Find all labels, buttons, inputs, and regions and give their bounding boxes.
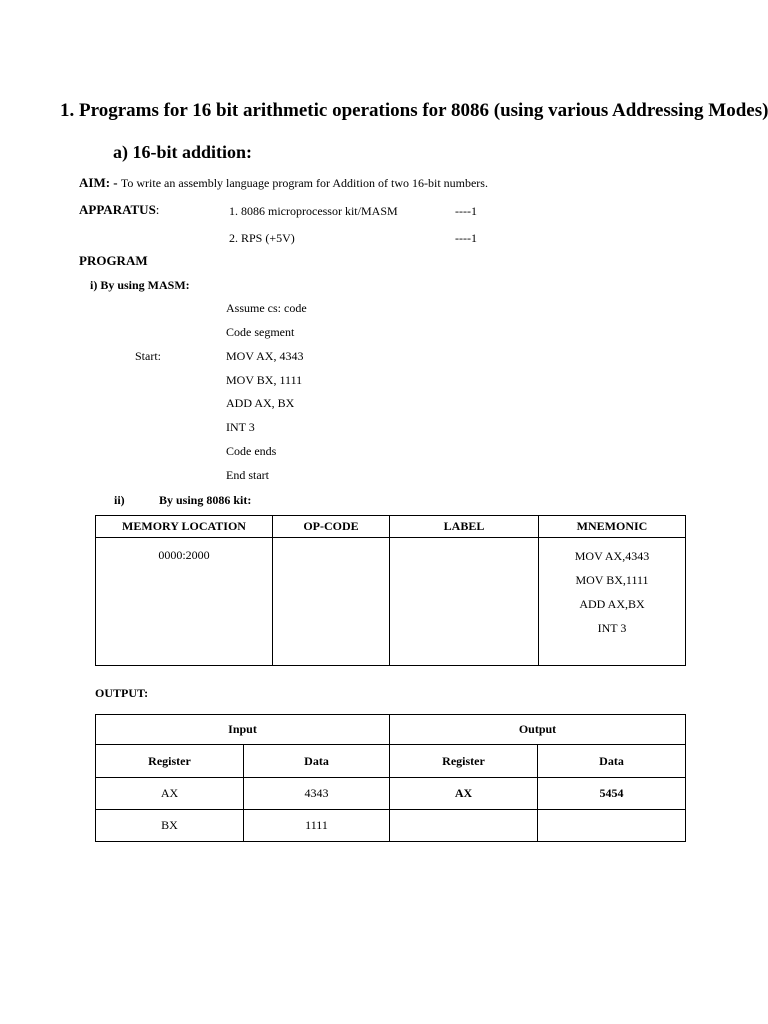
aim-label: AIM: - [79,175,118,190]
code-line: Code ends [226,444,277,458]
subheader-input-data: Data [244,745,390,778]
subheader-input-register: Register [96,745,244,778]
memory-location-cell: 0000:2000 [96,538,273,666]
mnemonic-cell [539,538,686,666]
input-header: Input [96,715,390,745]
apparatus-item-1: 1. 8086 microprocessor kit/MASM [229,204,398,218]
header-mnemonic: MNEMONIC [539,516,686,538]
aim-text: To write an assembly language program for Addition of two 16-bit numbers. [120,176,488,190]
code-line: INT 3 [226,420,255,434]
apparatus-item-2-qty: ----1 [455,231,477,245]
input-register-cell: AX [96,778,244,810]
input-register-cell: BX [96,810,244,842]
mnemonic-line: INT 3 [597,621,627,635]
aim-line [79,175,488,191]
code-line: MOV AX, 4343 [226,349,304,363]
mnemonic-line: ADD AX,BX [579,597,645,611]
label-cell [390,538,539,666]
code-line: Assume cs: code [226,301,307,315]
io-table [95,714,686,842]
kit-label-num: ii) [114,493,125,507]
table-row [96,778,686,810]
masm-label: i) By using MASM: [90,278,190,292]
input-data-cell: 1111 [244,810,390,842]
mnemonic-line: MOV BX,1111 [575,573,649,587]
code-line: End start [226,468,269,482]
code-line: Code segment [226,325,295,339]
kit-program-table [95,515,686,666]
section-subtitle: a) 16-bit addition: [113,142,253,162]
output-data-cell [538,810,686,842]
output-data-cell: 5454 [538,778,686,810]
table-row [96,810,686,842]
output-header: Output [390,715,686,745]
header-memory-location: MEMORY LOCATION [96,516,273,538]
code-line: MOV BX, 1111 [226,373,303,387]
kit-label-text: By using 8086 kit: [159,493,252,507]
start-label: Start: [135,349,161,363]
apparatus-item-1-qty: ----1 [455,204,477,218]
subheader-output-register: Register [390,745,538,778]
output-register-cell: AX [390,778,538,810]
output-register-cell [390,810,538,842]
page-title: 1. Programs for 16 bit arithmetic operations for 8086 (using various Addressing Modes) [60,100,768,121]
apparatus-item-2: 2. RPS (+5V) [229,231,295,245]
header-label: LABEL [390,516,539,538]
header-opcode: OP-CODE [273,516,390,538]
subheader-output-data: Data [538,745,686,778]
opcode-cell [273,538,390,666]
output-label: OUTPUT: [95,686,149,700]
apparatus-label: APPARATUS: [79,202,160,217]
mnemonic-line: MOV AX,4343 [574,549,650,563]
input-data-cell: 4343 [244,778,390,810]
program-label: PROGRAM [79,253,148,268]
code-line: ADD AX, BX [226,396,295,410]
